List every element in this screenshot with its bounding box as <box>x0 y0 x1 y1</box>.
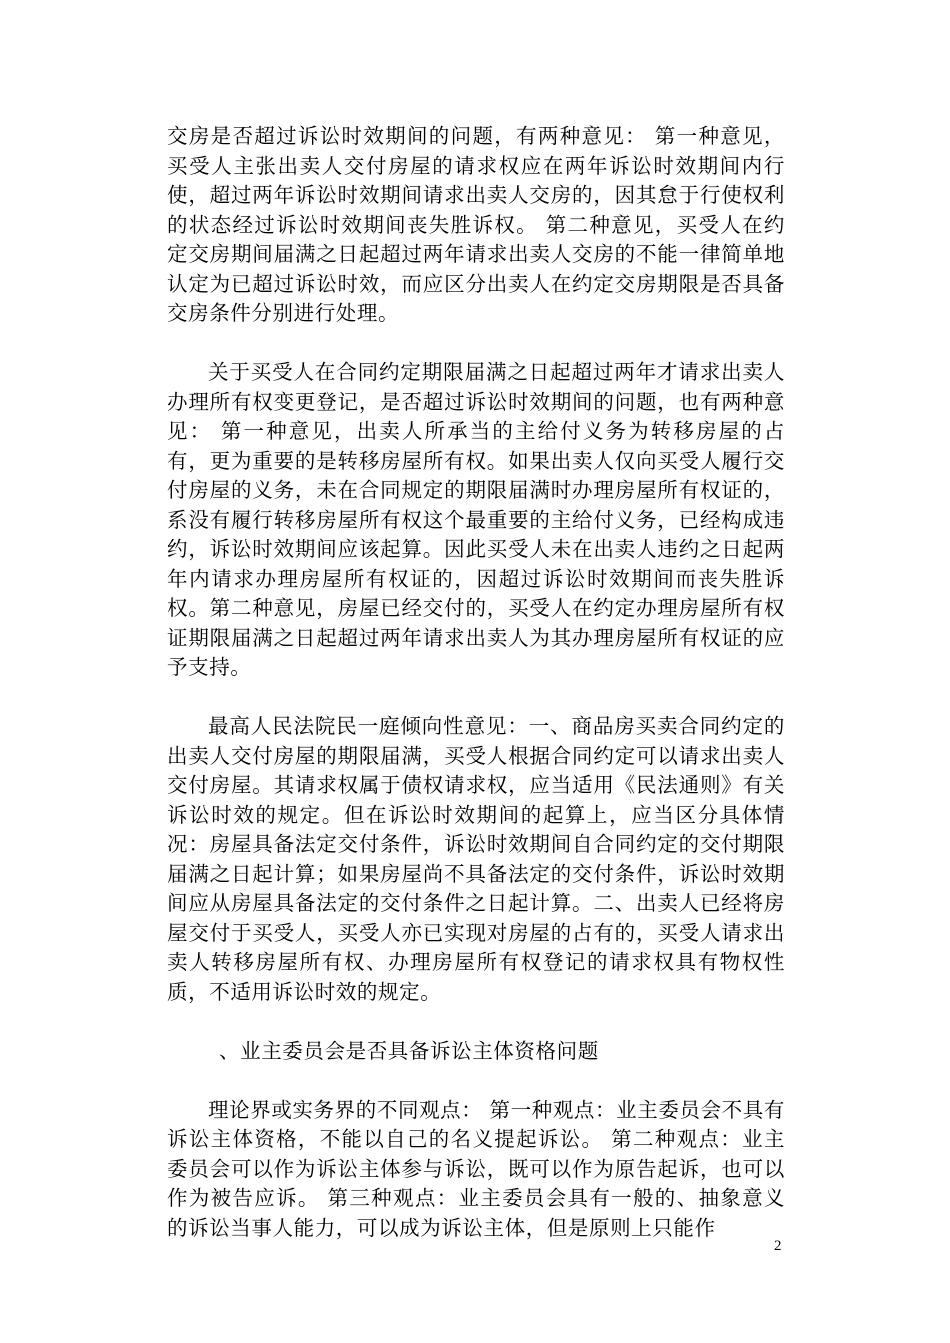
paragraph-continued: 交房是否超过诉讼时效期间的问题，有两种意见： 第一种意见，买受人主张出卖人交付房屋的请求权应在两年诉讼时效期间内行使，超过两年诉讼时效期间请求出卖人交房的，因其怠于行使权利的状态经过诉讼时效期间丧失胜诉权。 第二种意见，买受人在约定交房期间届满之日起超过两年请求出卖人交房的不能一律简单地认定为已超过诉讼时效，而应区分出卖人在约定交房期限是否具备交房条件分别进行处理。 <box>167 124 785 325</box>
paragraph-registration-opinions: 关于买受人在合同约定期限届满之日起超过两年才请求出卖人办理所有权变更登记，是否超过诉讼时效期间的问题，也有两种意见： 第一种意见，出卖人所承当的主给付义务为转移房屋的占有，更为重要的是转移房屋所有权。如果出卖人仅向买受人履行交付房屋的义务，未在合同规定的期限届满时办理房屋所有权证的，系没有履行转移房屋所有权这个最重要的主给付义务，已经构成违约，诉讼时效期间应该起算。因此买受人未在出卖人违约之日起两年内请求办理房屋所有权证的，因超过诉讼时效期间而丧失胜诉权。第二种意见，房屋已经交付的，买受人在约定办理房屋所有权证期限届满之日起超过两年请求出卖人为其办理房屋所有权证的应予支持。 <box>167 360 785 679</box>
paragraph-owners-committee: 理论界或实务界的不同观点： 第一种观点：业主委员会不具有诉讼主体资格，不能以自己的名义提起诉讼。 第二种观点：业主委员会可以作为诉讼主体参与诉讼，既可以作为原告起诉，也可以作为被告应诉。 第三种观点：业主委员会具有一般的、抽象意义的诉讼当事人能力，可以成为诉讼主体，但是原则上只能作 <box>167 1097 785 1240</box>
page-number: 2 <box>774 1238 782 1254</box>
section-heading: 、业主委员会是否具备诉讼主体资格问题 <box>219 1038 599 1063</box>
paragraph-supreme-court-opinion: 最高人民法院民一庭倾向性意见：一、商品房买卖合同约定的出卖人交付房屋的期限届满，买受人根据合同约定可以请求出卖人交付房屋。其请求权属于债权请求权，应当适用《民法通则》有关诉讼时效的规定。但在诉讼时效期间的起算上，应当区分具体情况：房屋具备法定交付条件，诉讼时效期间自合同约定的交付期限届满之日起计算；如果房屋尚不具备法定的交付条件，诉讼时效期间应从房屋具备法定的交付条件之日起计算。二、出卖人已经将房屋交付于买受人，买受人亦已实现对房屋的占有的，买受人请求出卖人转移房屋所有权、办理房屋所有权登记的请求权具有物权性质，不适用诉讼时效的规定。 <box>167 714 785 1004</box>
document-body <box>167 122 785 1273</box>
